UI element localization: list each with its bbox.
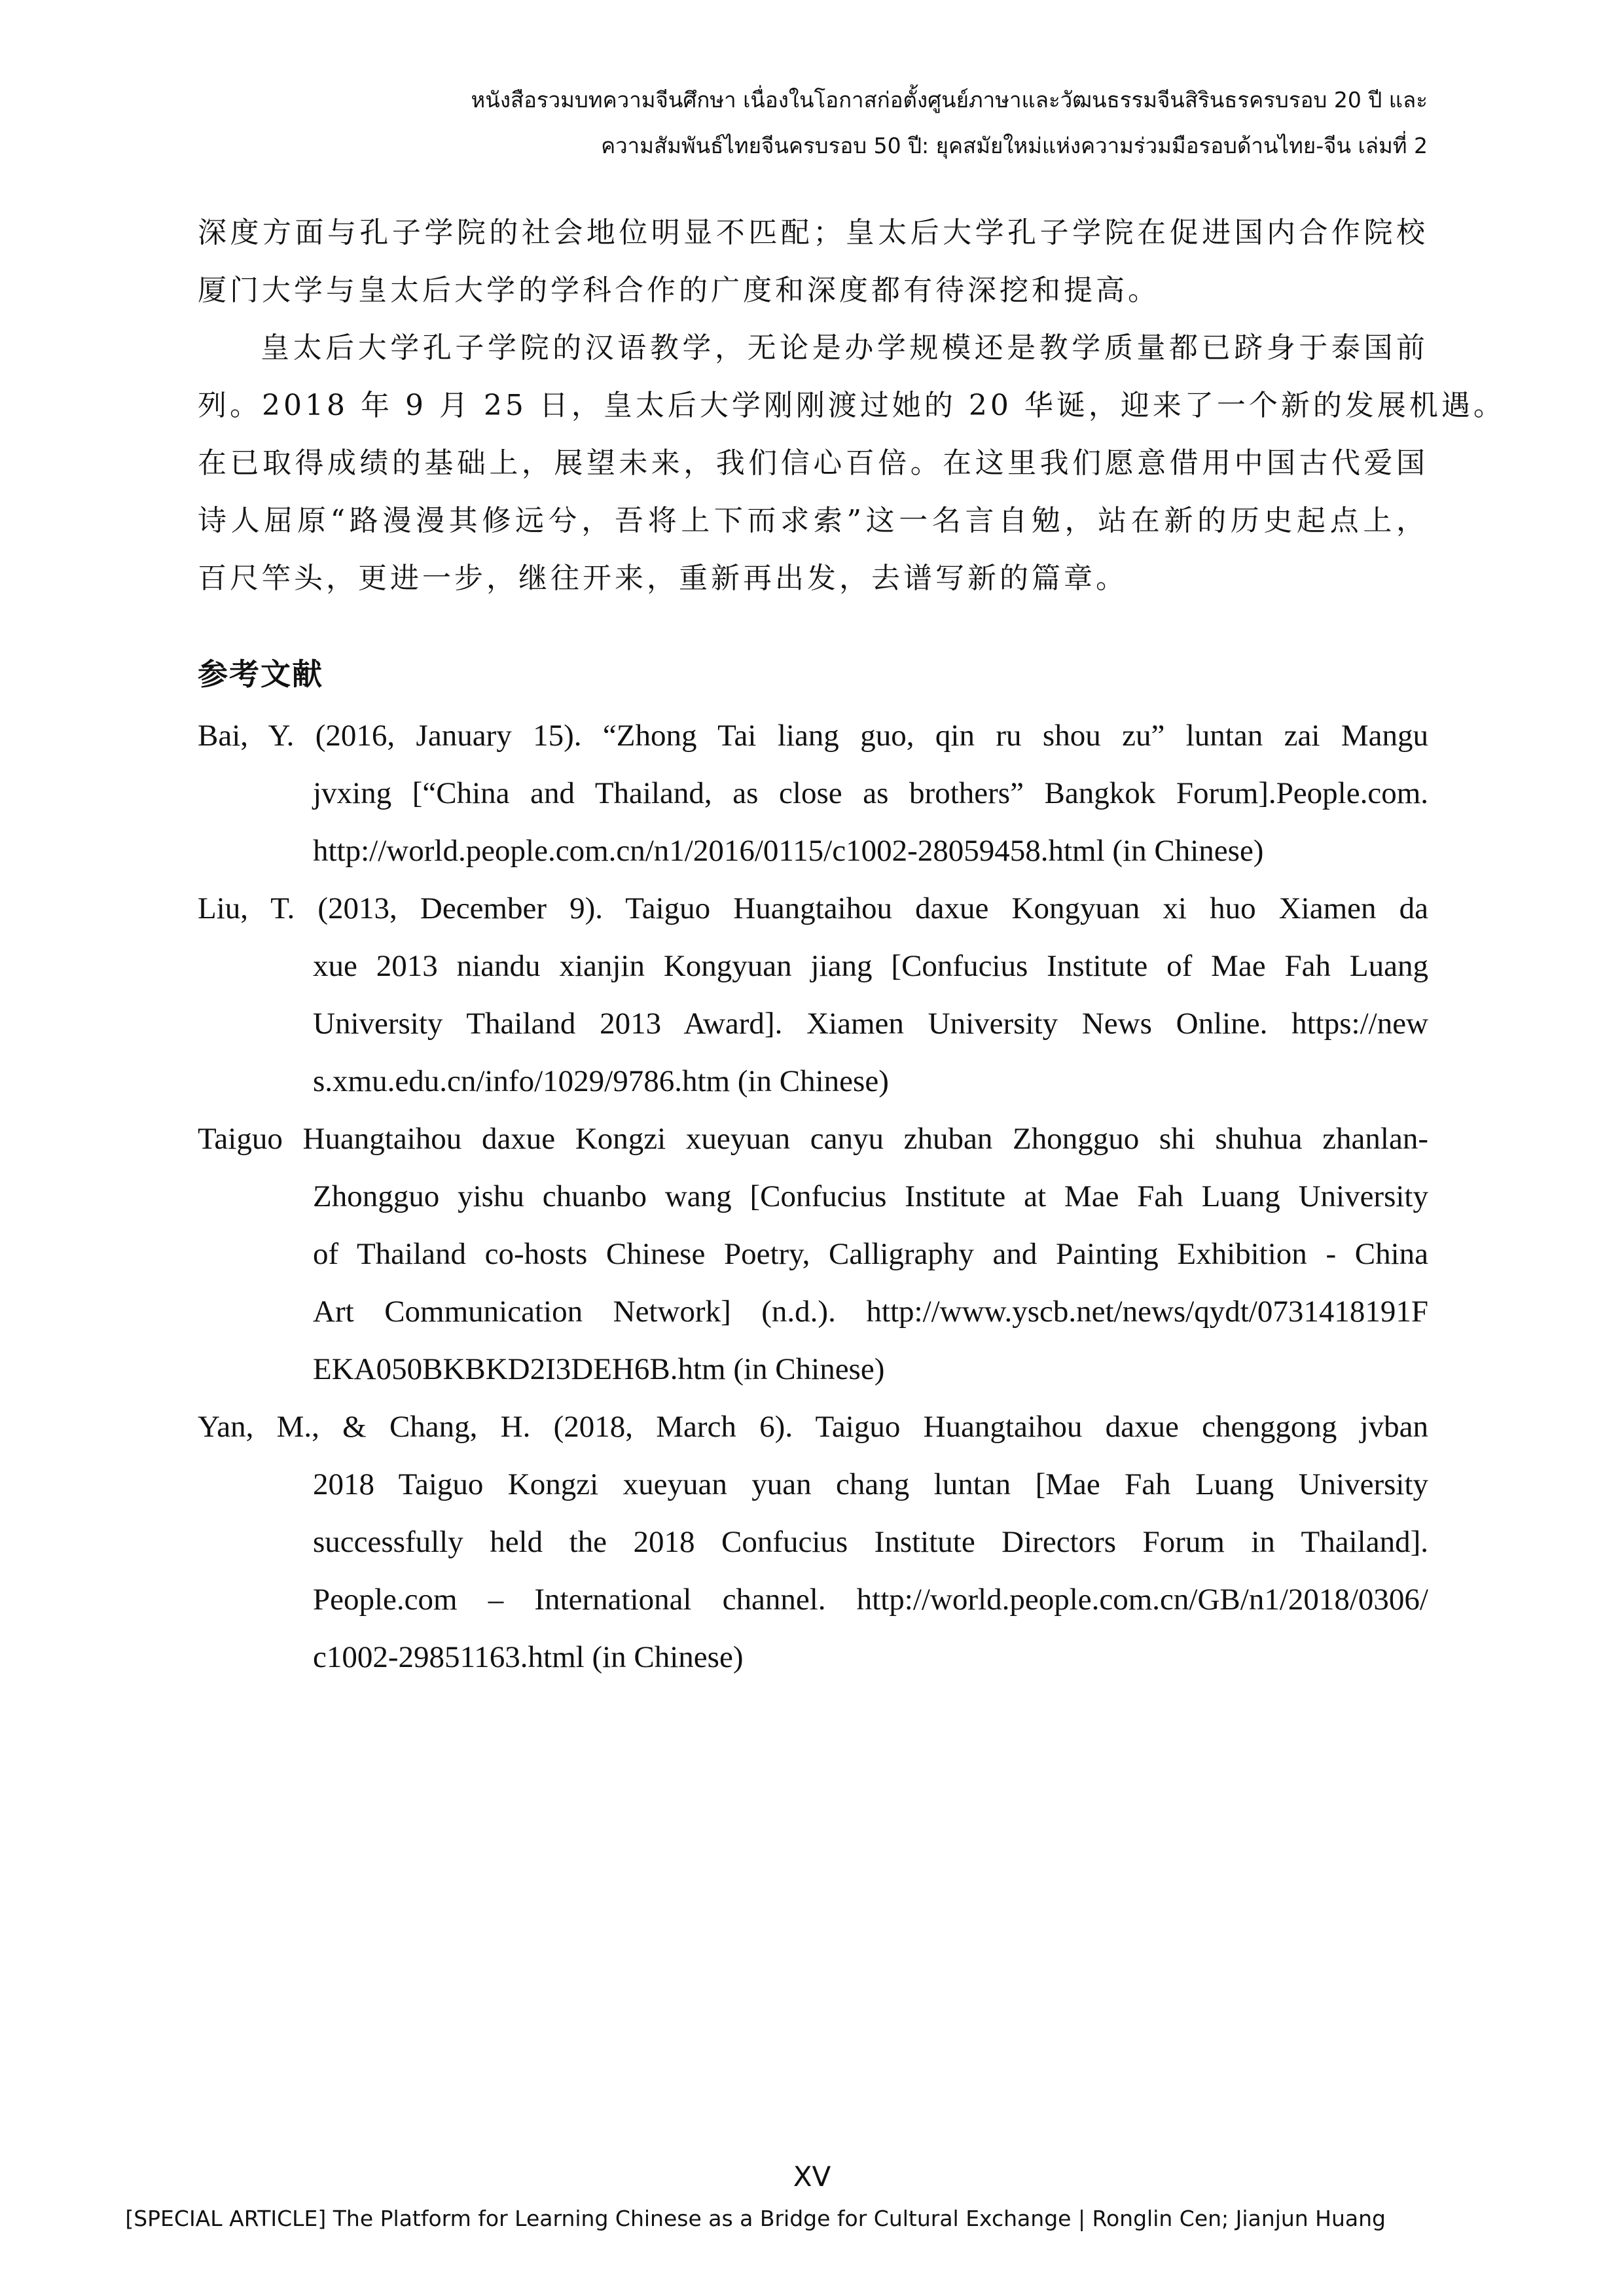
reference-line: Taiguo Huangtaihou daxue Kongzi xueyuan canyu zhuban Zhongguo shi shuhua zhanlan- — [198, 1122, 1428, 1156]
body-paragraph-2 — [198, 319, 1506, 607]
page-number: XV — [793, 2161, 831, 2193]
running-header-line-1: หนังสือรวมบทความจีนศึกษา เนื่องในโอกาสก่อตั้งศูนย์ภาษาและวัฒนธรรมจีนสิรินธรครบรอบ 20 ปี และ — [471, 87, 1428, 113]
reference-line: EKA050BKBKD2I3DEH6B.htm (in Chinese) — [313, 1352, 885, 1386]
reference-line: Art Communication Network] (n.d.). http://www.yscb.net/news/qydt/0731418191F — [313, 1295, 1428, 1329]
body-line: 在已取得成绩的基础上，展望未来，我们信心百倍。在这里我们愿意借用中国古代爱国 — [198, 446, 1428, 480]
reference-line: successfully held the 2018 Confucius Institute Directors Forum in Thailand]. — [313, 1525, 1428, 1559]
body-line: 皇太后大学孔子学院的汉语教学，无论是办学规模还是教学质量都已跻身于泰国前 — [261, 331, 1428, 365]
reference-line: s.xmu.edu.cn/info/1029/9786.htm (in Chinese) — [313, 1064, 889, 1098]
body-line: 深度方面与孔子学院的社会地位明显不匹配；皇太后大学孔子学院在促进国内合作院校 — [198, 216, 1428, 249]
reference-list — [198, 707, 1428, 1686]
reference-line: Liu, T. (2013, December 9). Taiguo Huangtaihou daxue Kongyuan xi huo Xiamen da — [198, 891, 1428, 925]
reference-item — [198, 1110, 1428, 1398]
running-header — [249, 77, 1428, 169]
reference-line: xue 2013 niandu xianjin Kongyuan jiang [Confucius Institute of Mae Fah Luang — [313, 949, 1428, 983]
references-heading: 参考文献 — [198, 656, 323, 692]
reference-line: 2018 Taiguo Kongzi xueyuan yuan chang luntan [Mae Fah Luang University — [313, 1467, 1428, 1501]
reference-line: Zhongguo yishu chuanbo wang [Confucius Institute at Mae Fah Luang University — [313, 1179, 1428, 1213]
reference-line: jvxing [“China and Thailand, as close as brothers” Bangkok Forum].People.com. — [313, 776, 1428, 810]
reference-line: of Thailand co-hosts Chinese Poetry, Calligraphy and Painting Exhibition - China — [313, 1237, 1428, 1271]
running-header-line-2: ความสัมพันธ์ไทยจีนครบรอบ 50 ปี: ยุคสมัยใหม่แห่งความร่วมมือรอบด้านไทย-จีน เล่มที่ 2 — [601, 133, 1428, 158]
reference-line: University Thailand 2013 Award]. Xiamen University News Online. https://new — [313, 1007, 1428, 1041]
running-footer: [SPECIAL ARTICLE] The Platform for Learning Chinese as a Bridge for Cultural Exchange | Ronglin Cen; Jianjun Huang — [125, 2206, 1386, 2231]
reference-line: People.com – International channel. http://world.people.com.cn/GB/n1/2018/0306/ — [313, 1583, 1428, 1617]
reference-line: Yan, M., & Chang, H. (2018, March 6). Taiguo Huangtaihou daxue chenggong jvban — [198, 1410, 1428, 1444]
body-paragraph-1 — [198, 204, 1428, 319]
reference-line: c1002-29851163.html (in Chinese) — [313, 1640, 744, 1674]
reference-item — [198, 1398, 1428, 1686]
body-line: 厦门大学与皇太后大学的学科合作的广度和深度都有待深挖和提高。 — [198, 274, 1160, 307]
reference-line: http://world.people.com.cn/n1/2016/0115/c1002-28059458.html (in Chinese) — [313, 834, 1264, 868]
body-line: 诗人屈原“路漫漫其修远兮，吾将上下而求索”这一名言自勉，站在新的历史起点上， — [198, 504, 1428, 537]
reference-item — [198, 880, 1428, 1110]
body-line: 百尺竿头，更进一步，继往开来，重新再出发，去谱写新的篇章。 — [198, 562, 1128, 595]
reference-item — [198, 707, 1428, 880]
reference-line: Bai, Y. (2016, January 15). “Zhong Tai liang guo, qin ru shou zu” luntan zai Mangu — [198, 719, 1428, 753]
body-line: 列。2018 年 9 月 25 日，皇太后大学刚刚渡过她的 20 华诞，迎来了一个新的发展机遇。 — [198, 389, 1506, 422]
